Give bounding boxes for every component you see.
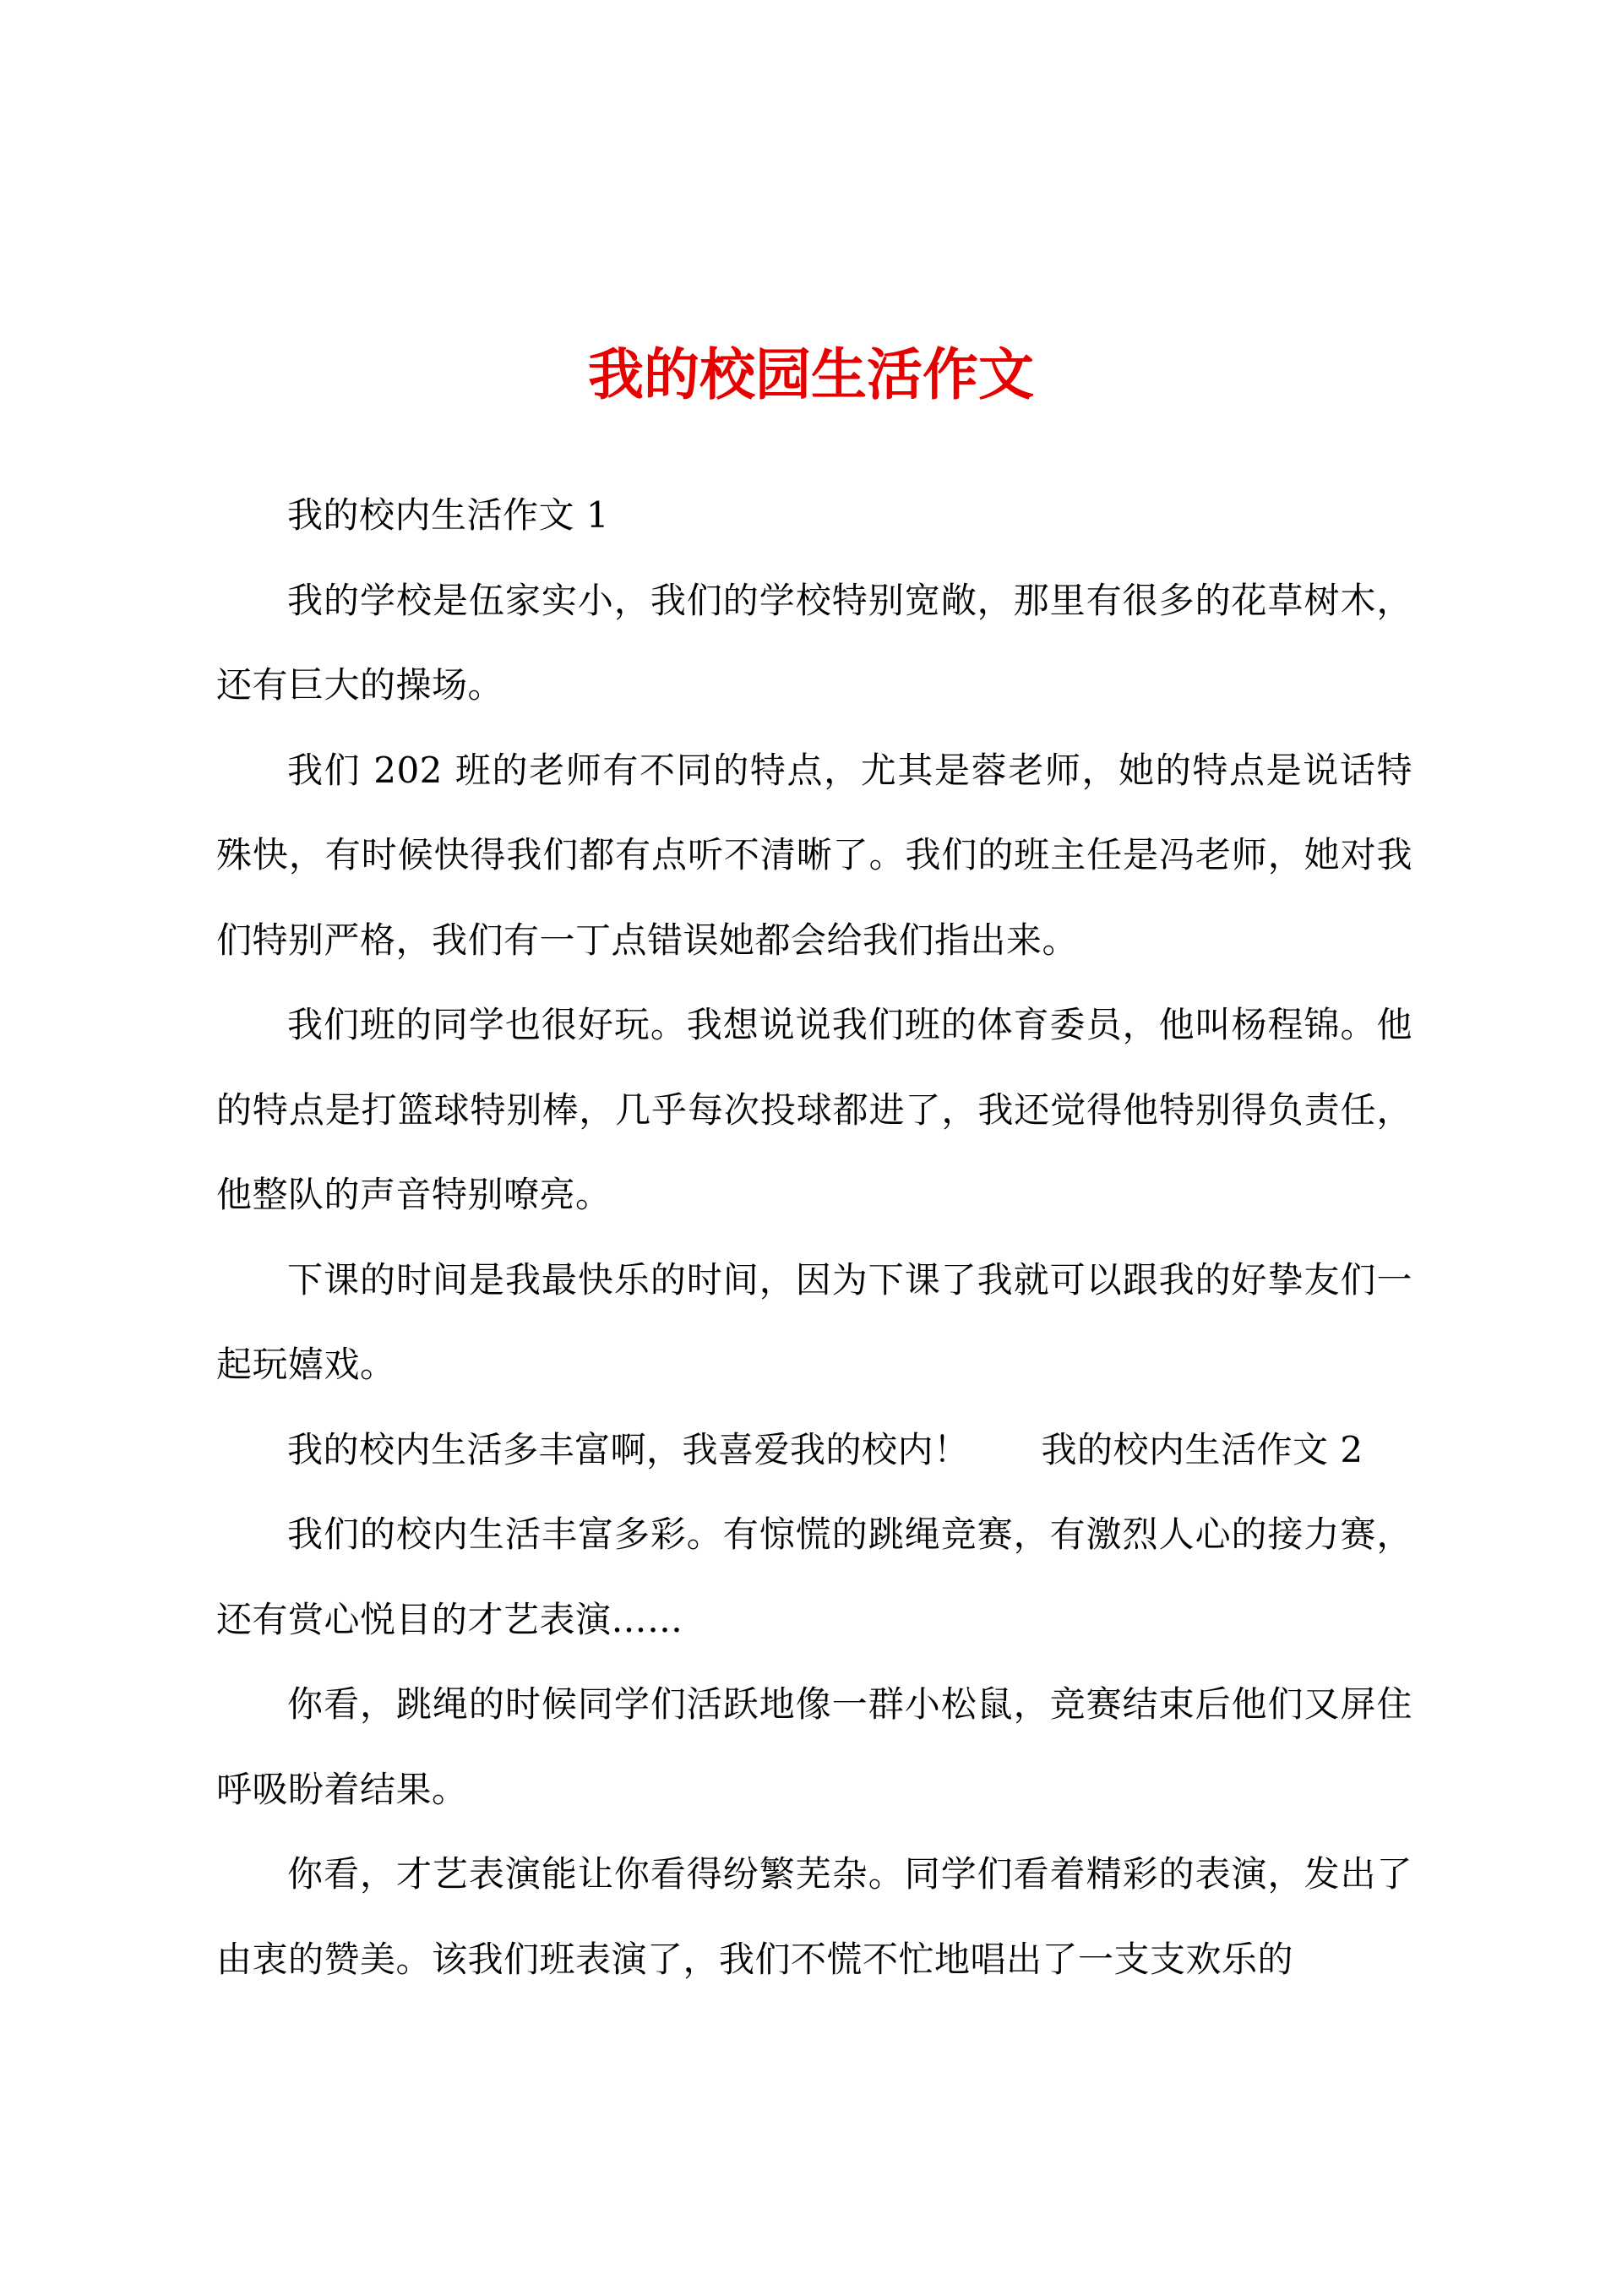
document-body — [216, 473, 1412, 2002]
paragraph: 我们的校内生活丰富多彩。有惊慌的跳绳竞赛，有激烈人心的接力赛，还有赏心悦目的才艺表演…… — [216, 1513, 1412, 1640]
paragraph: 你看，跳绳的时候同学们活跃地像一群小松鼠，竞赛结束后他们又屏住呼吸盼着结果。 — [216, 1683, 1412, 1810]
document-title: 我的校园生活作文 — [588, 341, 1034, 407]
paragraph: 我的校内生活多丰富啊，我喜爱我的校内！ 我的校内生活作文 2 — [287, 1428, 1363, 1470]
paragraph: 我的校内生活作文 1 — [287, 494, 610, 536]
paragraph: 我们班的同学也很好玩。我想说说我们班的体育委员，他叫杨程锦。他的特点是打篮球特别棒，几乎每次投球都进了，我还觉得他特别得负责任，他整队的声音特别嘹亮。 — [216, 1004, 1412, 1215]
paragraph: 我们 202 班的老师有不同的特点，尤其是蓉老师，她的特点是说话特殊快，有时候快得我们都有点听不清晰了。我们的班主任是冯老师，她对我们特别严格，我们有一丁点错误她都会给我们指出来。 — [216, 749, 1412, 961]
paragraph: 下课的时间是我最快乐的时间，因为下课了我就可以跟我的好挚友们一起玩嬉戏。 — [216, 1258, 1412, 1385]
paragraph: 我的学校是伍家实小，我们的学校特别宽敞，那里有很多的花草树木，还有巨大的操场。 — [216, 579, 1412, 706]
paragraph: 你看，才艺表演能让你看得纷繁芜杂。同学们看着精彩的表演，发出了由衷的赞美。该我们班表演了，我们不慌不忙地唱出了一支支欢乐的 — [216, 1853, 1412, 1980]
